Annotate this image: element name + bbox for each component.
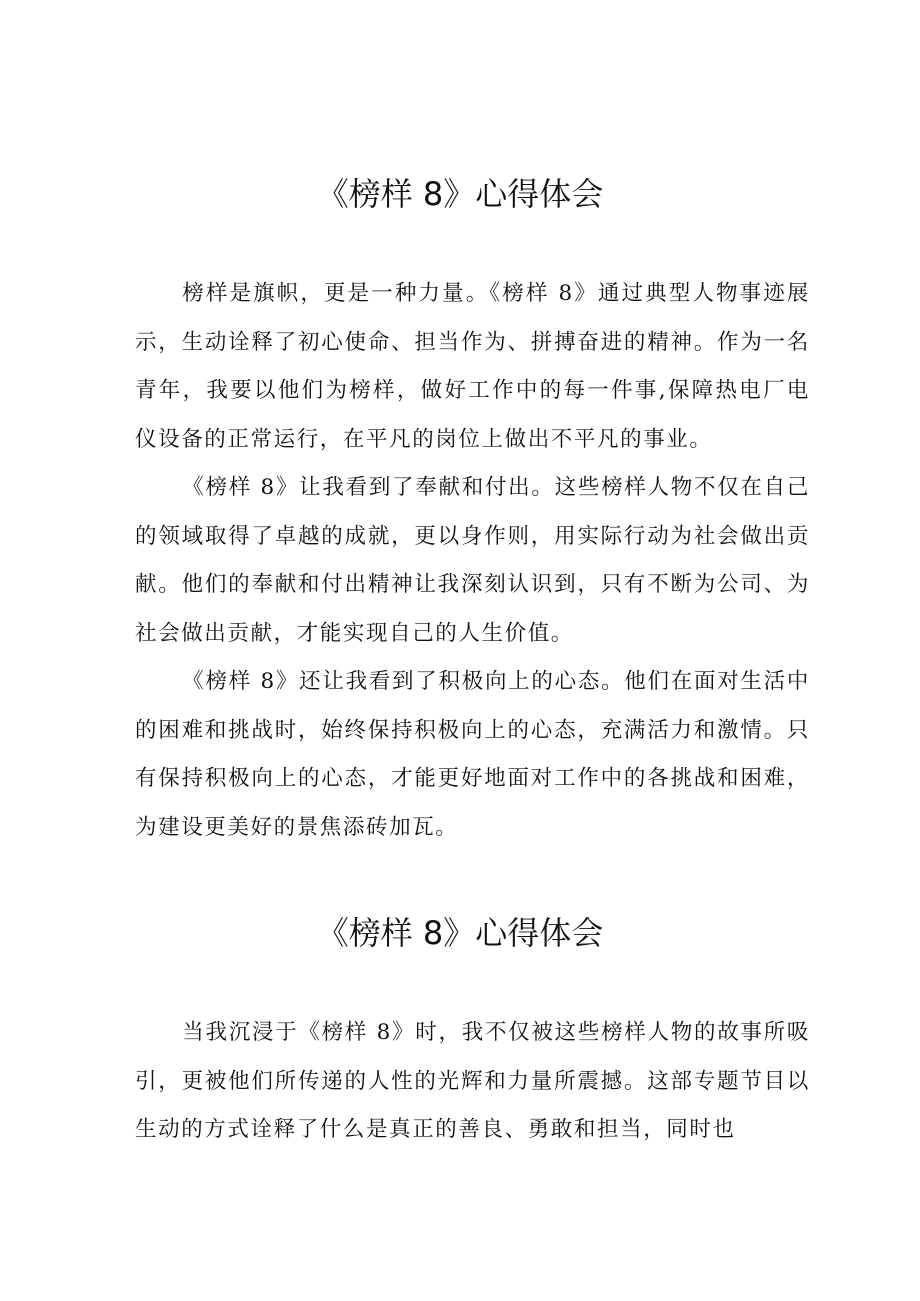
- section-body-2: [135, 1009, 810, 1155]
- section-body-1: [135, 270, 810, 852]
- section-title-2: 《榜样 8》心得体会: [316, 914, 604, 952]
- section-title-1: 《榜样 8》心得体会: [316, 175, 604, 213]
- paragraph: 榜样是旗帜，更是一种力量。《榜样 8》通过典型人物事迹展示，生动诠释了初心使命、担当作为、拼搏奋进的精神。作为一名青年，我要以他们为榜样，做好工作中的每一件事,保障热电厂电仪设备的正常运行，在平凡的岗位上做出不平凡的事业。: [135, 281, 810, 452]
- paragraph: 《榜样 8》让我看到了奉献和付出。这些榜样人物不仅在自己的领域取得了卓越的成就，更以身作则，用实际行动为社会做出贡献。他们的奉献和付出精神让我深刻认识到，只有不断为公司、为社会做出贡献，才能实现自己的人生价值。: [135, 475, 810, 646]
- paragraph: 《榜样 8》还让我看到了积极向上的心态。他们在面对生活中的困难和挑战时，始终保持积极向上的心态，充满活力和激情。只有保持积极向上的心态，才能更好地面对工作中的各挑战和困难，为建设更美好的景焦添砖加瓦。: [135, 669, 810, 840]
- paragraph: 当我沉浸于《榜样 8》时，我不仅被这些榜样人物的故事所吸引，更被他们所传递的人性的光辉和力量所震撼。这部专题节目以生动的方式诠释了什么是真正的善良、勇敢和担当，同时也: [135, 1020, 810, 1142]
